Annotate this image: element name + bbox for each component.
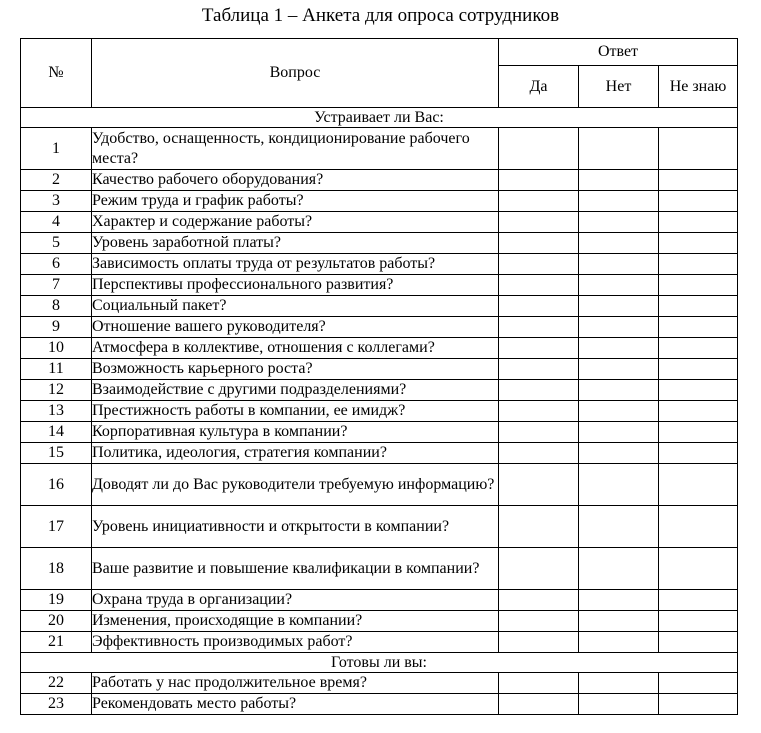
answer-cell-yes[interactable] <box>499 317 579 338</box>
table-row <box>21 338 738 359</box>
answer-cell-yes[interactable] <box>499 506 579 548</box>
answer-cell-yes[interactable] <box>499 170 579 191</box>
row-number: 23 <box>21 694 92 715</box>
header-option-no: Нет <box>579 66 659 108</box>
answer-cell-yes[interactable] <box>499 212 579 233</box>
row-question: Качество рабочего оборудования? <box>92 170 499 191</box>
table-row <box>21 632 738 653</box>
answer-cell-dont-know[interactable] <box>659 128 738 170</box>
row-question: Работать у нас продолжительное время? <box>92 673 499 694</box>
section-row <box>21 108 738 128</box>
answer-cell-dont-know[interactable] <box>659 694 738 715</box>
answer-cell-no[interactable] <box>579 590 659 611</box>
answer-cell-dont-know[interactable] <box>659 170 738 191</box>
table-row <box>21 590 738 611</box>
answer-cell-no[interactable] <box>579 401 659 422</box>
answer-cell-no[interactable] <box>579 506 659 548</box>
table-row <box>21 275 738 296</box>
answer-cell-no[interactable] <box>579 191 659 212</box>
answer-cell-yes[interactable] <box>499 359 579 380</box>
table-row <box>21 506 738 548</box>
row-number: 21 <box>21 632 92 653</box>
table-row <box>21 254 738 275</box>
header-number: № <box>21 39 92 108</box>
answer-cell-yes[interactable] <box>499 296 579 317</box>
answer-cell-yes[interactable] <box>499 401 579 422</box>
table-row <box>21 548 738 590</box>
row-number: 2 <box>21 170 92 191</box>
table-row <box>21 128 738 170</box>
survey-table <box>20 38 738 715</box>
answer-cell-yes[interactable] <box>499 443 579 464</box>
row-question: Престижность работы в компании, ее имидж? <box>92 401 499 422</box>
answer-cell-no[interactable] <box>579 380 659 401</box>
answer-cell-no[interactable] <box>579 254 659 275</box>
table-row <box>21 464 738 506</box>
table-row <box>21 212 738 233</box>
answer-cell-dont-know[interactable] <box>659 590 738 611</box>
answer-cell-dont-know[interactable] <box>659 275 738 296</box>
table-row <box>21 170 738 191</box>
answer-cell-dont-know[interactable] <box>659 506 738 548</box>
section-title: Готовы ли вы: <box>21 653 738 673</box>
row-number: 13 <box>21 401 92 422</box>
answer-cell-yes[interactable] <box>499 233 579 254</box>
row-number: 10 <box>21 338 92 359</box>
answer-cell-dont-know[interactable] <box>659 632 738 653</box>
header-question: Вопрос <box>92 39 499 108</box>
answer-cell-no[interactable] <box>579 422 659 443</box>
table-row <box>21 359 738 380</box>
row-number: 8 <box>21 296 92 317</box>
row-number: 6 <box>21 254 92 275</box>
answer-cell-yes[interactable] <box>499 338 579 359</box>
answer-cell-no[interactable] <box>579 317 659 338</box>
row-number: 12 <box>21 380 92 401</box>
answer-cell-yes[interactable] <box>499 128 579 170</box>
answer-cell-no[interactable] <box>579 275 659 296</box>
section-title: Устраивает ли Вас: <box>21 108 738 128</box>
answer-cell-yes[interactable] <box>499 632 579 653</box>
table-row <box>21 443 738 464</box>
header-answer: Ответ <box>499 39 738 66</box>
table-row <box>21 694 738 715</box>
section-row <box>21 653 738 673</box>
answer-cell-dont-know[interactable] <box>659 254 738 275</box>
row-question: Режим труда и график работы? <box>92 191 499 212</box>
row-question: Доводят ли до Вас руководители требуемую информацию? <box>92 464 499 506</box>
answer-cell-no[interactable] <box>579 170 659 191</box>
row-question: Ваше развитие и повышение квалификации в компании? <box>92 548 499 590</box>
row-question: Характер и содержание работы? <box>92 212 499 233</box>
answer-cell-no[interactable] <box>579 464 659 506</box>
row-question: Отношение вашего руководителя? <box>92 317 499 338</box>
table-row <box>21 422 738 443</box>
row-number: 7 <box>21 275 92 296</box>
row-number: 17 <box>21 506 92 548</box>
row-question: Взаимодействие с другими подразделениями? <box>92 380 499 401</box>
answer-cell-dont-know[interactable] <box>659 673 738 694</box>
answer-cell-no[interactable] <box>579 296 659 317</box>
answer-cell-no[interactable] <box>579 338 659 359</box>
answer-cell-no[interactable] <box>579 359 659 380</box>
row-number: 4 <box>21 212 92 233</box>
answer-cell-yes[interactable] <box>499 694 579 715</box>
answer-cell-yes[interactable] <box>499 673 579 694</box>
row-question: Охрана труда в организации? <box>92 590 499 611</box>
row-question: Уровень заработной платы? <box>92 233 499 254</box>
answer-cell-dont-know[interactable] <box>659 317 738 338</box>
answer-cell-dont-know[interactable] <box>659 212 738 233</box>
row-question: Уровень инициативности и открытости в компании? <box>92 506 499 548</box>
answer-cell-dont-know[interactable] <box>659 401 738 422</box>
table-row <box>21 380 738 401</box>
answer-cell-yes[interactable] <box>499 191 579 212</box>
answer-cell-no[interactable] <box>579 128 659 170</box>
table-row <box>21 296 738 317</box>
row-number: 15 <box>21 443 92 464</box>
row-question: Эффективность производимых работ? <box>92 632 499 653</box>
row-question: Удобство, оснащенность, кондиционирование рабочего места? <box>92 128 499 170</box>
answer-cell-yes[interactable] <box>499 422 579 443</box>
answer-cell-dont-know[interactable] <box>659 611 738 632</box>
row-question: Перспективы профессионального развития? <box>92 275 499 296</box>
answer-cell-dont-know[interactable] <box>659 464 738 506</box>
table-row <box>21 317 738 338</box>
row-number: 16 <box>21 464 92 506</box>
answer-cell-yes[interactable] <box>499 254 579 275</box>
row-question: Изменения, происходящие в компании? <box>92 611 499 632</box>
header-option-yes: Да <box>499 66 579 108</box>
table-row <box>21 233 738 254</box>
row-number: 14 <box>21 422 92 443</box>
answer-cell-no[interactable] <box>579 212 659 233</box>
answer-cell-dont-know[interactable] <box>659 338 738 359</box>
row-question: Возможность карьерного роста? <box>92 359 499 380</box>
row-question: Атмосфера в коллективе, отношения с коллегами? <box>92 338 499 359</box>
answer-cell-no[interactable] <box>579 548 659 590</box>
answer-cell-dont-know[interactable] <box>659 191 738 212</box>
answer-cell-no[interactable] <box>579 611 659 632</box>
row-number: 22 <box>21 673 92 694</box>
row-number: 11 <box>21 359 92 380</box>
answer-cell-yes[interactable] <box>499 380 579 401</box>
row-question: Рекомендовать место работы? <box>92 694 499 715</box>
answer-cell-no[interactable] <box>579 694 659 715</box>
answer-cell-yes[interactable] <box>499 275 579 296</box>
table-row <box>21 611 738 632</box>
row-number: 9 <box>21 317 92 338</box>
row-question: Политика, идеология, стратегия компании? <box>92 443 499 464</box>
row-number: 5 <box>21 233 92 254</box>
answer-cell-no[interactable] <box>579 632 659 653</box>
table-row <box>21 673 738 694</box>
row-number: 19 <box>21 590 92 611</box>
answer-cell-dont-know[interactable] <box>659 380 738 401</box>
table-row <box>21 401 738 422</box>
answer-cell-no[interactable] <box>579 443 659 464</box>
answer-cell-yes[interactable] <box>499 464 579 506</box>
answer-cell-dont-know[interactable] <box>659 233 738 254</box>
row-number: 3 <box>21 191 92 212</box>
answer-cell-dont-know[interactable] <box>659 296 738 317</box>
answer-cell-dont-know[interactable] <box>659 443 738 464</box>
answer-cell-dont-know[interactable] <box>659 422 738 443</box>
row-question: Социальный пакет? <box>92 296 499 317</box>
row-number: 20 <box>21 611 92 632</box>
table-row <box>21 191 738 212</box>
header-option-dont-know: Не знаю <box>659 66 738 108</box>
answer-cell-dont-know[interactable] <box>659 359 738 380</box>
row-number: 18 <box>21 548 92 590</box>
answer-cell-no[interactable] <box>579 233 659 254</box>
table-caption: Таблица 1 – Анкета для опроса сотрудников <box>201 5 560 26</box>
answer-cell-yes[interactable] <box>499 590 579 611</box>
row-question: Зависимость оплаты труда от результатов работы? <box>92 254 499 275</box>
answer-cell-dont-know[interactable] <box>659 548 738 590</box>
answer-cell-no[interactable] <box>579 673 659 694</box>
row-question: Корпоративная культура в компании? <box>92 422 499 443</box>
row-number: 1 <box>21 128 92 170</box>
answer-cell-yes[interactable] <box>499 611 579 632</box>
answer-cell-yes[interactable] <box>499 548 579 590</box>
